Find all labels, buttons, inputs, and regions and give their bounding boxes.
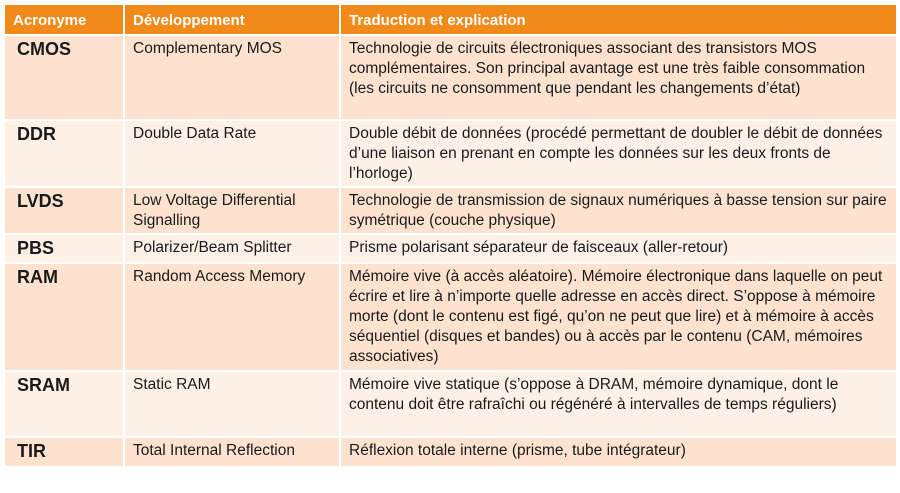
acronym-cell: LVDS [4, 187, 124, 234]
acronym-table [3, 3, 898, 468]
table-header [4, 4, 897, 35]
translation-cell: Technologie de circuits électroniques associant des transistors MOS complémentaires. Son principal avantage est une très faible consommation (les circuits ne consomment que pendant les changements d’état) [340, 35, 897, 120]
translation-cell: Double débit de données (procédé permettant de doubler le débit de données d’une liaison en prenant en compte les données sur les deux fronts de l’horloge) [340, 120, 897, 187]
table-row [4, 263, 897, 371]
table-row [4, 120, 897, 187]
table-row [4, 437, 897, 467]
expansion-cell: Total Internal Reflection [124, 437, 340, 467]
translation-cell: Réflexion totale interne (prisme, tube intégrateur) [340, 437, 897, 467]
acronym-cell: SRAM [4, 371, 124, 437]
acronym-cell: RAM [4, 263, 124, 371]
table-body [4, 35, 897, 467]
expansion-cell: Random Access Memory [124, 263, 340, 371]
translation-cell: Mémoire vive (à accès aléatoire). Mémoire électronique dans laquelle on peut écrire et lire à n’importe quelle adresse en accès direct. S’oppose à mémoire morte (dont le contenu est figé, qu’on ne peut que lire) et à mémoire à accès séquentiel (disques et bandes) ou à accès par le contenu (CAM, mémoires associatives) [340, 263, 897, 371]
expansion-cell: Double Data Rate [124, 120, 340, 187]
header-expansion: Développement [124, 4, 340, 35]
expansion-cell: Complementary MOS [124, 35, 340, 120]
expansion-cell: Low Voltage Differential Signalling [124, 187, 340, 234]
header-acronym: Acronyme [4, 4, 124, 35]
table-row [4, 234, 897, 263]
header-translation: Traduction et explication [340, 4, 897, 35]
table-row [4, 371, 897, 437]
acronym-cell: PBS [4, 234, 124, 263]
translation-cell: Mémoire vive statique (s’oppose à DRAM, mémoire dynamique, dont le contenu doit être rafraîchi ou régénéré à intervalles de temps réguliers) [340, 371, 897, 437]
acronym-cell: TIR [4, 437, 124, 467]
translation-cell: Technologie de transmission de signaux numériques à basse tension sur paire symétrique (couche physique) [340, 187, 897, 234]
table-row [4, 187, 897, 234]
acronym-cell: DDR [4, 120, 124, 187]
table-row [4, 35, 897, 120]
expansion-cell: Polarizer/Beam Splitter [124, 234, 340, 263]
translation-cell: Prisme polarisant séparateur de faisceaux (aller-retour) [340, 234, 897, 263]
expansion-cell: Static RAM [124, 371, 340, 437]
header-row [4, 4, 897, 35]
acronym-cell: CMOS [4, 35, 124, 120]
